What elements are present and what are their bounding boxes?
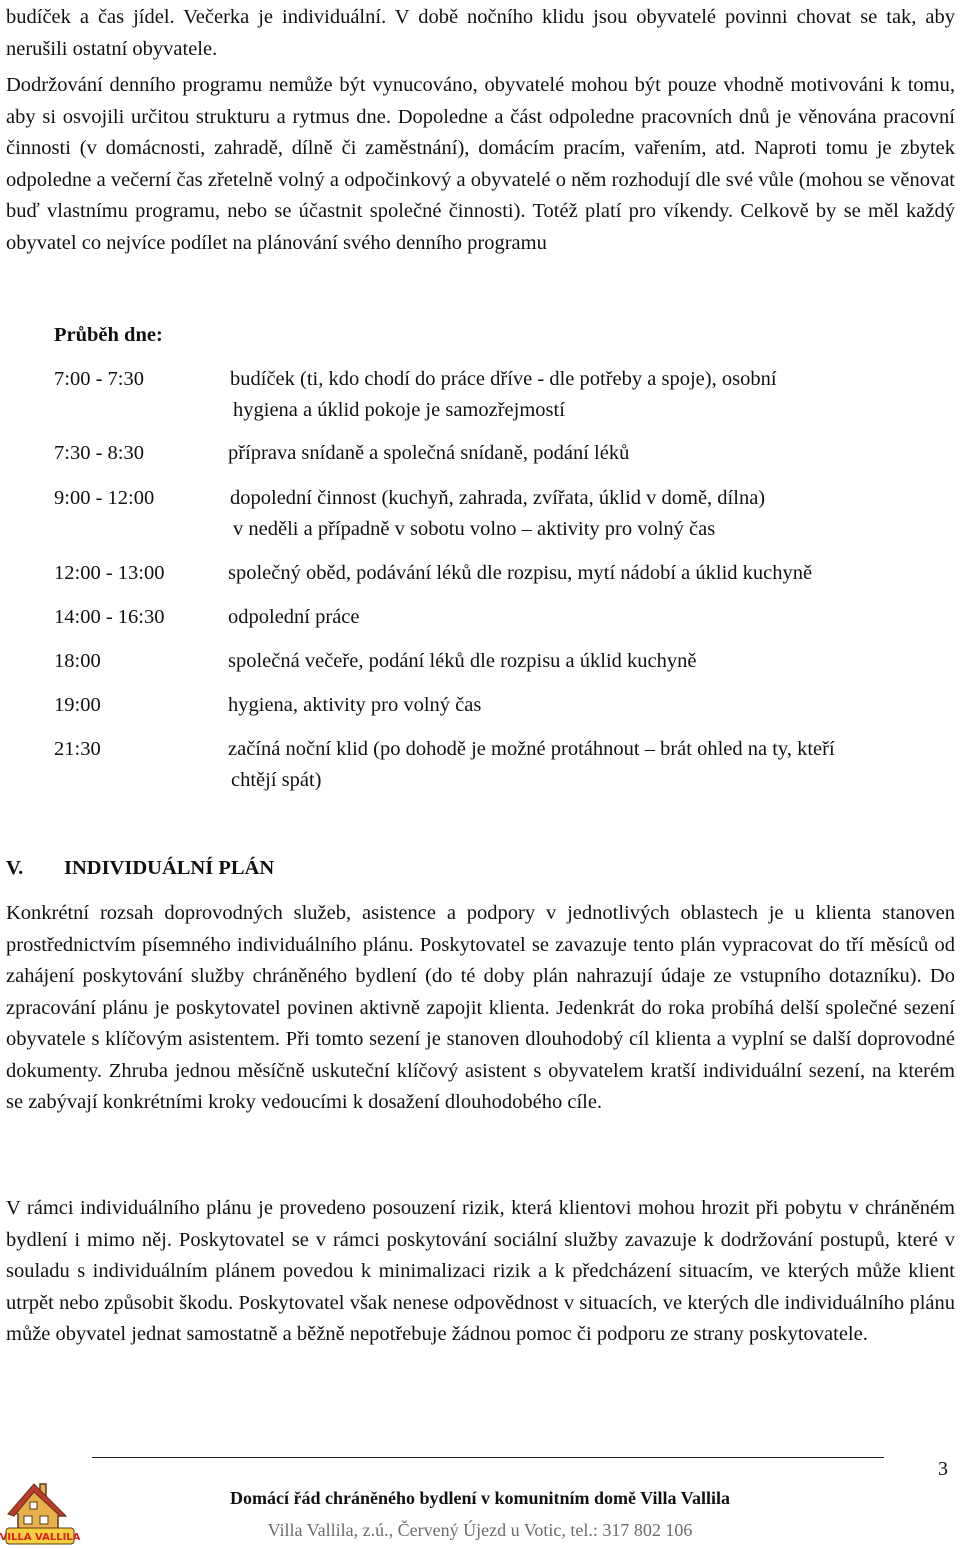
schedule-time: 21:30 bbox=[54, 738, 101, 760]
schedule-time: 12:00 - 13:00 bbox=[54, 562, 165, 584]
schedule-description-line-2: hygiena a úklid pokoje je samozřejmostí bbox=[233, 399, 565, 421]
schedule-time: 19:00 bbox=[54, 694, 101, 716]
schedule-description: příprava snídaně a společná snídaně, podání léků bbox=[228, 442, 630, 464]
schedule-heading: Průběh dne: bbox=[54, 324, 163, 346]
section-number: V. bbox=[6, 857, 24, 879]
intro-paragraph-1: budíček a čas jídel. Večerka je individuální. V době nočního klidu jsou obyvatelé povinni chovat se tak, aby nerušili ostatní obyvatele. bbox=[6, 6, 955, 60]
schedule-description-line: budíček (ti, kdo chodí do práce dříve - dle potřeby a spoje), osobní bbox=[230, 368, 777, 390]
schedule-description-line-2: v neděli a případně v sobotu volno – aktivity pro volný čas bbox=[233, 518, 716, 540]
schedule-description: společná večeře, podání léků dle rozpisu a úklid kuchyně bbox=[228, 650, 697, 672]
section-heading bbox=[6, 853, 274, 884]
footer-address: Villa Vallila, z.ú., Červený Újezd u Votic, tel.: 317 802 106 bbox=[267, 1520, 693, 1540]
section-paragraph-2: V rámci individuálního plánu je provedeno posouzení rizik, která klientovi mohou hrozit při pobytu v chráněném bydlení i mimo něj. Poskytovatel se v rámci poskytování sociální služby zavazuje k dodržování postupů, které v souladu s individuálním plánem povedou k minimalizaci rizik a k předcházení situacím, ve kterých může klient utrpět nebo způsobit škodu. Poskytovatel však nenese odpovědnost v situacích, ve kterých dle individuálního plánu může obyvatel jednat samostatně a běžně nepotřebuje žádnou pomoc či podporu ze strany poskytovatele. bbox=[6, 1197, 955, 1345]
section-paragraph-1: Konkrétní rozsah doprovodných služeb, asistence a podpory v jednotlivých oblastech je u klienta stanoven prostřednictvím písemného individuálního plánu. Poskytovatel se zavazuje tento plán vypracovat do tří měsíců od zahájení poskytování služby chráněného bydlení (do té doby plán nahrazují údaje ze vstupního dotazníku). Do zpracování plánu je poskytovatel povinen aktivně zapojit klienta. Jedenkrát do roka probíhá delší společné sezení obyvatele s klíčovým asistentem. Při tomto sezení je stanoven dlouhodobý cíl klienta a vyplní se další doprovodné dokumenty. Zhruba jednou měsíčně uskuteční klíčový asistent s obyvatelem kratší individuální sezení, na kterém se zabývají konkrétními kroky vedoucími k dosažení dlouhodobého cíle. bbox=[6, 902, 955, 1113]
footer-title: Domácí řád chráněného bydlení v komunitním domě Villa Vallila bbox=[229, 1488, 731, 1508]
schedule-time: 9:00 - 12:00 bbox=[54, 487, 155, 509]
schedule-description: odpolední práce bbox=[228, 606, 360, 628]
schedule-time: 18:00 bbox=[54, 650, 101, 672]
schedule-description-line: dopolední činnost (kuchyň, zahrada, zvířata, úklid v domě, dílna) bbox=[230, 487, 766, 509]
schedule-description: hygiena, aktivity pro volný čas bbox=[228, 694, 482, 716]
schedule-time: 14:00 - 16:30 bbox=[54, 606, 165, 628]
section-title: INDIVIDUÁLNÍ PLÁN bbox=[64, 857, 275, 879]
footer-divider bbox=[92, 1457, 884, 1458]
schedule-time: 7:30 - 8:30 bbox=[54, 442, 144, 464]
logo-text: VILLA VALLILA bbox=[0, 1532, 81, 1543]
schedule-description-line: začíná noční klid (po dohodě je možné protáhnout – brát ohled na ty, kteří bbox=[228, 738, 835, 760]
schedule-description bbox=[230, 364, 956, 426]
schedule-description bbox=[228, 734, 954, 796]
schedule-description bbox=[230, 483, 956, 545]
schedule-time: 7:00 - 7:30 bbox=[54, 368, 144, 390]
intro-paragraph-2: Dodržování denního programu nemůže být vynucováno, obyvatelé mohou být pouze vhodně motivováni k tomu, aby si osvojili určitou strukturu a rytmus dne. Dopoledne a část odpoledne pracovních dnů je věnována pracovní činnosti (v domácnosti, zahradě, dílně či zaměstnání), domácím pracím, vařením, atd. Naproti tomu je zbytek odpoledne a večerní čas zřetelně volný a odpočinkový a obyvatelé o něm rozhodují dle své vůle (mohou se věnovat buď vlastnímu programu, nebo se účastnit společné činnosti). Totéž platí pro víkendy. Celkově by se měl každý obyvatel co nejvíce podílet na plánování svého denního programu bbox=[6, 74, 955, 254]
page-number: 3 bbox=[938, 1458, 948, 1480]
schedule-description: společný oběd, podávání léků dle rozpisu, mytí nádobí a úklid kuchyně bbox=[228, 562, 813, 584]
schedule-description-line-2: chtějí spát) bbox=[231, 769, 322, 791]
